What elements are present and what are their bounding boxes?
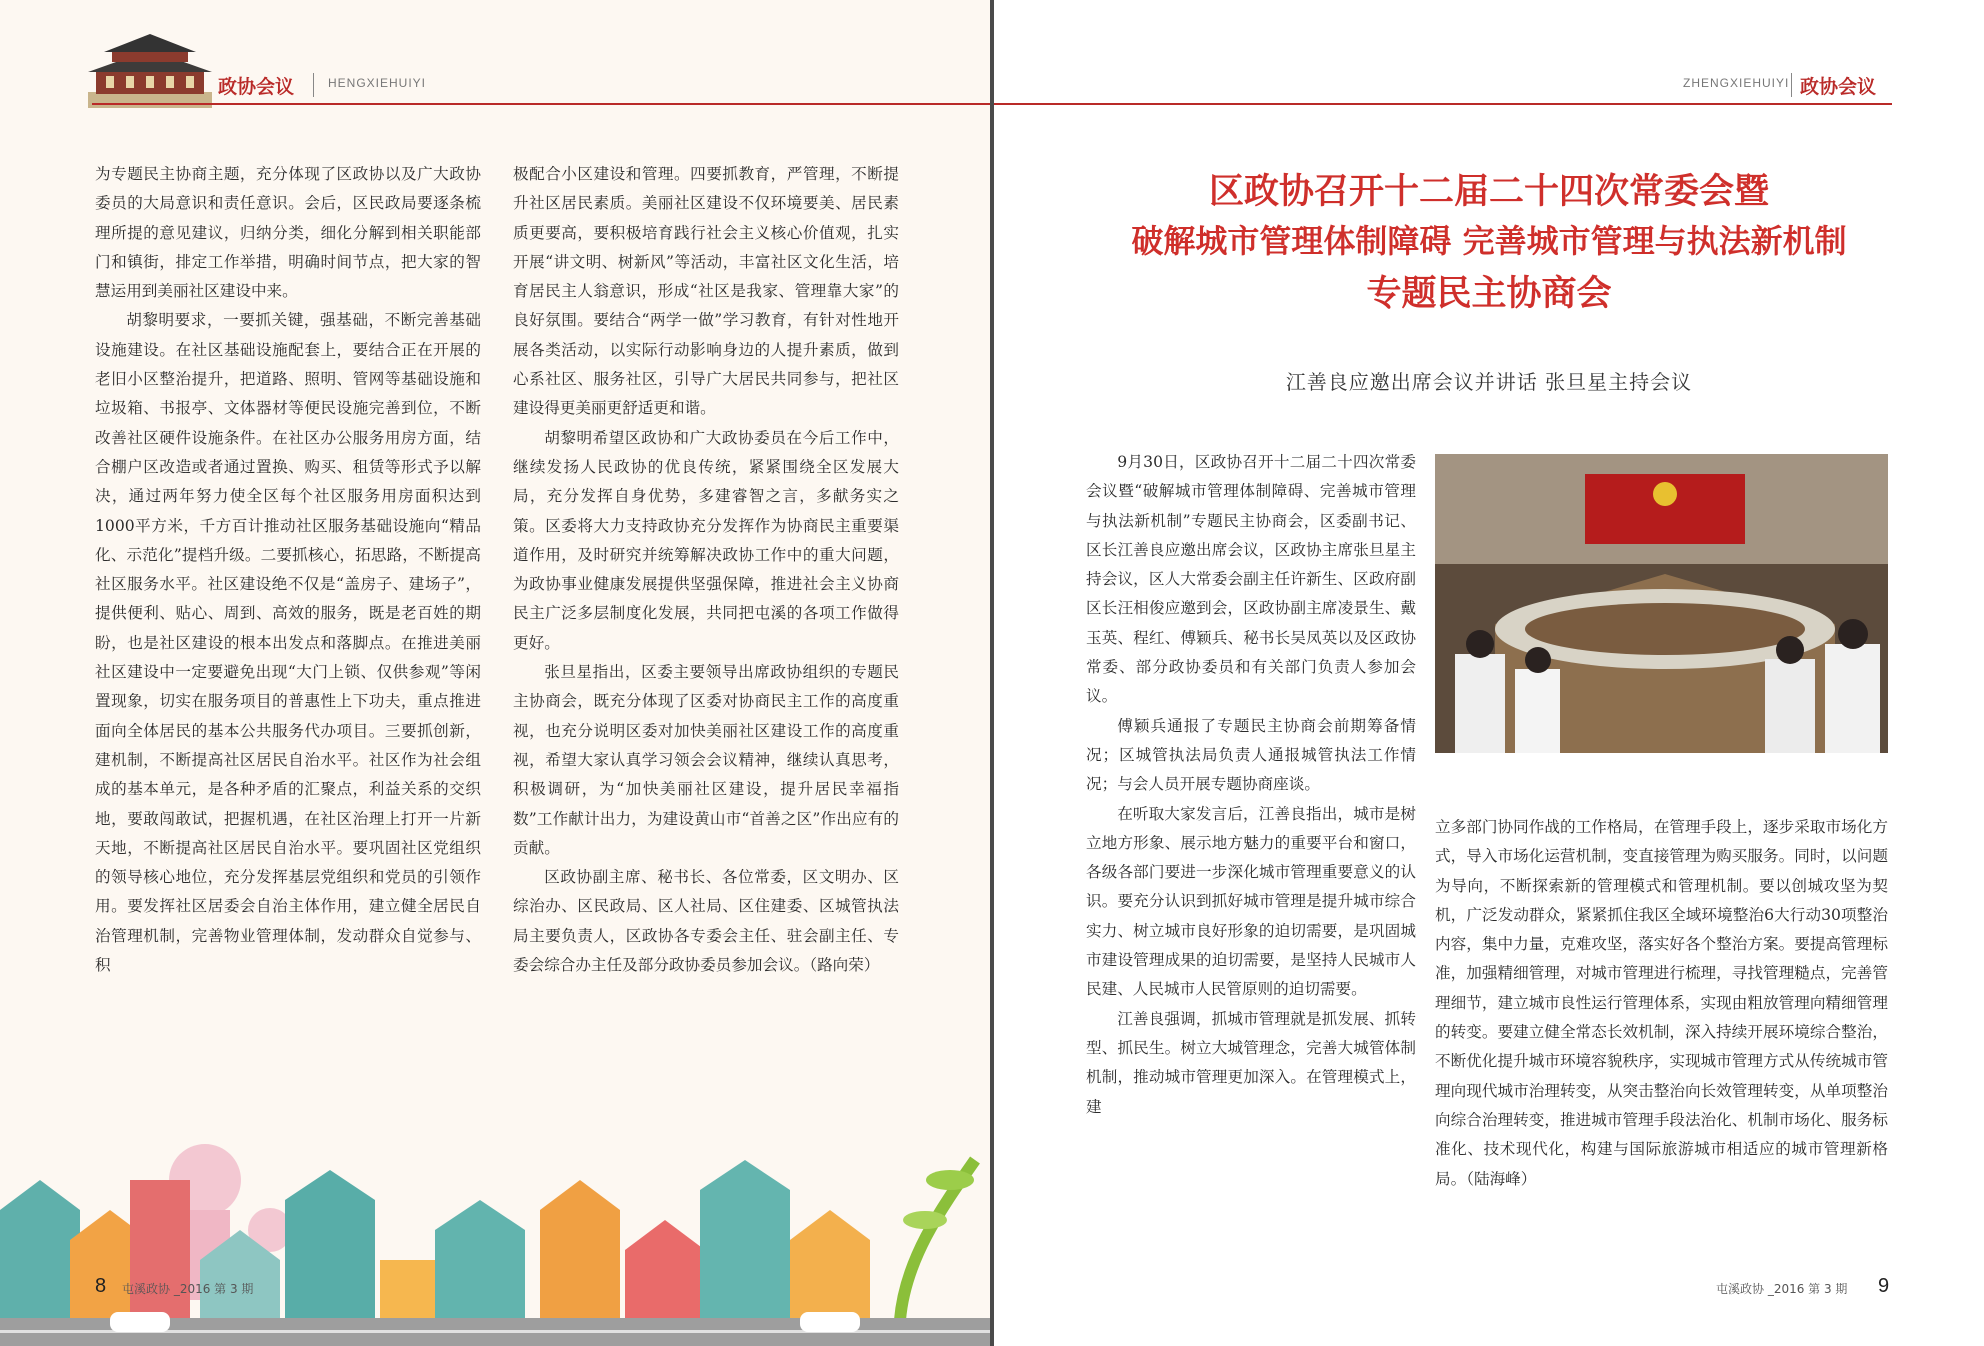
left-column-2 bbox=[513, 160, 899, 980]
city-illustration bbox=[0, 1120, 990, 1346]
left-footer-text: 屯溪政协 _2016 第 3 期 bbox=[122, 1282, 254, 1296]
pagoda-icon bbox=[88, 32, 212, 108]
paragraph: 在听取大家发言后，江善良指出，城市是树立地方形象、展示地方魅力的重要平台和窗口，各级各部门要进一步深化城市管理重要意义的认识。要充分认识到抓好城市管理是提升城市综合实力、树立城市良好形象的迫切需要，是巩固城市建设管理成果的迫切需要，是坚持人民城市人民建、人民城市人民管原则的迫切需要。 bbox=[1086, 804, 1416, 999]
meeting-photo bbox=[1435, 454, 1888, 753]
headline-line-3: 专题民主协商会 bbox=[1366, 274, 1612, 314]
paragraph: 9月30日，区政协召开十二届二十四次常委会议暨“破解城市管理体制障碍、完善城市管理与执法新机制”专题民主协商会，区委副书记、区长江善良应邀出席会议，区政协主席张旦星主持会议，区人大常委会副主任许新生、区政府副区长汪相俊应邀到会，区政协副主席凌景生、戴玉英、程红、傅颖兵、秘书长吴凤英以及区政协常委、部分政协委员和有关部门负责人参加会议。 bbox=[1086, 453, 1416, 706]
right-page-number: 9 bbox=[1878, 1275, 1890, 1297]
right-column-1 bbox=[1086, 448, 1416, 1122]
paragraph: 胡黎明要求，一要抓关键，强基础，不断完善基础设施建设。在社区基础设施配套上，要结合正在开展的老旧小区整治提升，把道路、照明、管网等基础设施和垃圾箱、书报亭、文体器材等便民设施完善到位，不断改善社区硬件设施条件。在社区办公服务用房方面，结合棚户区改造或者通过置换、购买、租赁等形式予以解决，通过两年努力使全区每个社区服务用房面积达到1000平方米，千方百计推动社区服务基础设施向“精品化、示范化”提档升级。二要抓核心，拓思路，不断提高社区服务水平。社区建设绝不仅是“盖房子、建场子”，提供便利、贴心、周到、高效的服务，既是老百姓的期盼，也是社区建设的根本出发点和落脚点。在推进美丽社区建设中一定要避免出现“大门上锁、仅供参观”等闲置现象，切实在服务项目的普惠性上下功夫，重点推进面向全体居民的基本公共服务代办项目。三要抓创新，建机制，不断提高社区居民自治水平。社区作为社会组成的基本单元，是各种矛盾的汇聚点，利益关系的交织地，要敢闯敢试，把握机遇，在社区治理上打开一片新天地，不断提高社区居民自治水平。要巩固社区党组织的领导核心地位，充分发挥基层党组织和党员的引领作用。要发挥社区居委会自治主体作用，建立健全居民自治管理机制，完善物业管理体制，发动群众自觉参与、积 bbox=[95, 311, 481, 975]
left-page bbox=[0, 0, 990, 1346]
paragraph: 极配合小区建设和管理。四要抓教育，严管理，不断提升社区居民素质。美丽社区建设不仅环境要美、居民素质更要高，要积极培育践行社会主义核心价值观，扎实开展“讲文明、树新风”等活动，丰富社区文化生活，培育居民主人翁意识，形成“社区是我家、管理靠大家”的良好氛围。要结合“两学一做”学习教育，有针对性地开展各类活动，以实际行动影响身边的人提升素质，做到心系社区、服务社区，引导广大居民共同参与，把社区建设得更美丽更舒适更和谐。 bbox=[513, 165, 899, 418]
subtitle: 江善良应邀出席会议并讲话 张旦星主持会议 bbox=[1285, 370, 1693, 394]
left-header-rule bbox=[92, 103, 990, 105]
paragraph: 江善良强调，抓城市管理就是抓发展、抓转型、抓民生。树立大城管理念，完善大城管体制机制，推动城市管理更加深入。在管理模式上，建 bbox=[1086, 1009, 1416, 1116]
right-header-rule bbox=[994, 103, 1892, 105]
paragraph: 傅颖兵通报了专题民主协商会前期筹备情况；区城管执法局负责人通报城管执法工作情况；与会人员开展专题协商座谈。 bbox=[1086, 716, 1416, 794]
paragraph: 为专题民主协商主题，充分体现了区政协以及广大政协委员的大局意识和责任意识。会后，区民政局要逐条梳理所提的意见建议，归纳分类，细化分解到相关职能部门和镇街，排定工作举措，明确时间节点，把大家的智慧运用到美丽社区建设中来。 bbox=[95, 165, 481, 301]
paragraph: 张旦星指出，区委主要领导出席政协组织的专题民主协商会，既充分体现了区委对协商民主工作的高度重视，也充分说明区委对加快美丽社区建设工作的高度重视，希望大家认真学习领会会议精神，继续认真思考，积极调研，为“加快美丽社区建设，提升居民幸福指数”工作献计出力，为建设黄山市“首善之区”作出应有的贡献。 bbox=[513, 663, 899, 857]
left-header-title: 政协会议 bbox=[218, 76, 295, 98]
right-header-divider bbox=[1791, 73, 1792, 97]
right-header-title: 政协会议 bbox=[1800, 76, 1877, 98]
paragraph: 区政协副主席、秘书长、各位常委，区文明办、区综治办、区民政局、区人社局、区住建委、区城管执法局主要负责人，区政协各专委会主任、驻会副主任、专委会综合办主任及部分政协委员参加会议。（路向荣） bbox=[513, 868, 899, 975]
paragraph: 立多部门协同作战的工作格局，在管理手段上，逐步采取市场化方式，导入市场化运营机制，变直接管理为购买服务。同时，以问题为导向，不断探索新的管理模式和管理机制。要以创城攻坚为契机，广泛发动群众，紧紧抓住我区全域环境整治6大行动30项整治内容，集中力量，克难攻坚，落实好各个整治方案。要提高管理标准，加强精细管理，对城市管理进行梳理，寻找管理糙点，完善管理细节，建立城市良性运行管理体系，实现由粗放管理向精细管理的转变。要建立健全常态长效机制，深入持续开展环境综合整治，不断优化提升城市环境容貌秩序，实现城市管理方式从传统城市管理向现代城市治理转变，从突击整治向长效管理转变，从单项整治向综合治理转变，推进城市管理手段法治化、机制市场化、服务标准化、技术现代化，构建与国际旅游城市相适应的城市管理新格局。（陆海峰） bbox=[1435, 818, 1888, 1188]
left-header-pinyin: HENGXIEHUIYI bbox=[328, 76, 427, 90]
right-page bbox=[994, 0, 1984, 1346]
left-page-number: 8 bbox=[95, 1275, 107, 1297]
paragraph: 胡黎明希望区政协和广大政协委员在今后工作中，继续发扬人民政协的优良传统，紧紧围绕全区发展大局，充分发挥自身优势，多建睿智之言，多献务实之策。区委将大力支持政协充分发挥作为协商民主重要渠道作用，及时研究并统筹解决政协工作中的重大问题，为政协事业健康发展提供坚强保障，推进社会主义协商民主广泛多层制度化发展，共同把屯溪的各项工作做得更好。 bbox=[513, 428, 899, 652]
right-column-2 bbox=[1435, 813, 1888, 1194]
headline-line-2: 破解城市管理体制障碍 完善城市管理与执法新机制 bbox=[1131, 222, 1847, 260]
right-footer-text: 屯溪政协 _2016 第 3 期 bbox=[1716, 1282, 1848, 1296]
left-header-divider bbox=[313, 73, 314, 97]
meeting-scene-icon bbox=[1435, 454, 1888, 753]
left-column-1 bbox=[95, 160, 481, 980]
headline-line-1: 区政协召开十二届二十四次常委会暨 bbox=[1208, 172, 1769, 212]
right-header-pinyin: ZHENGXIEHUIYI bbox=[1683, 76, 1790, 90]
